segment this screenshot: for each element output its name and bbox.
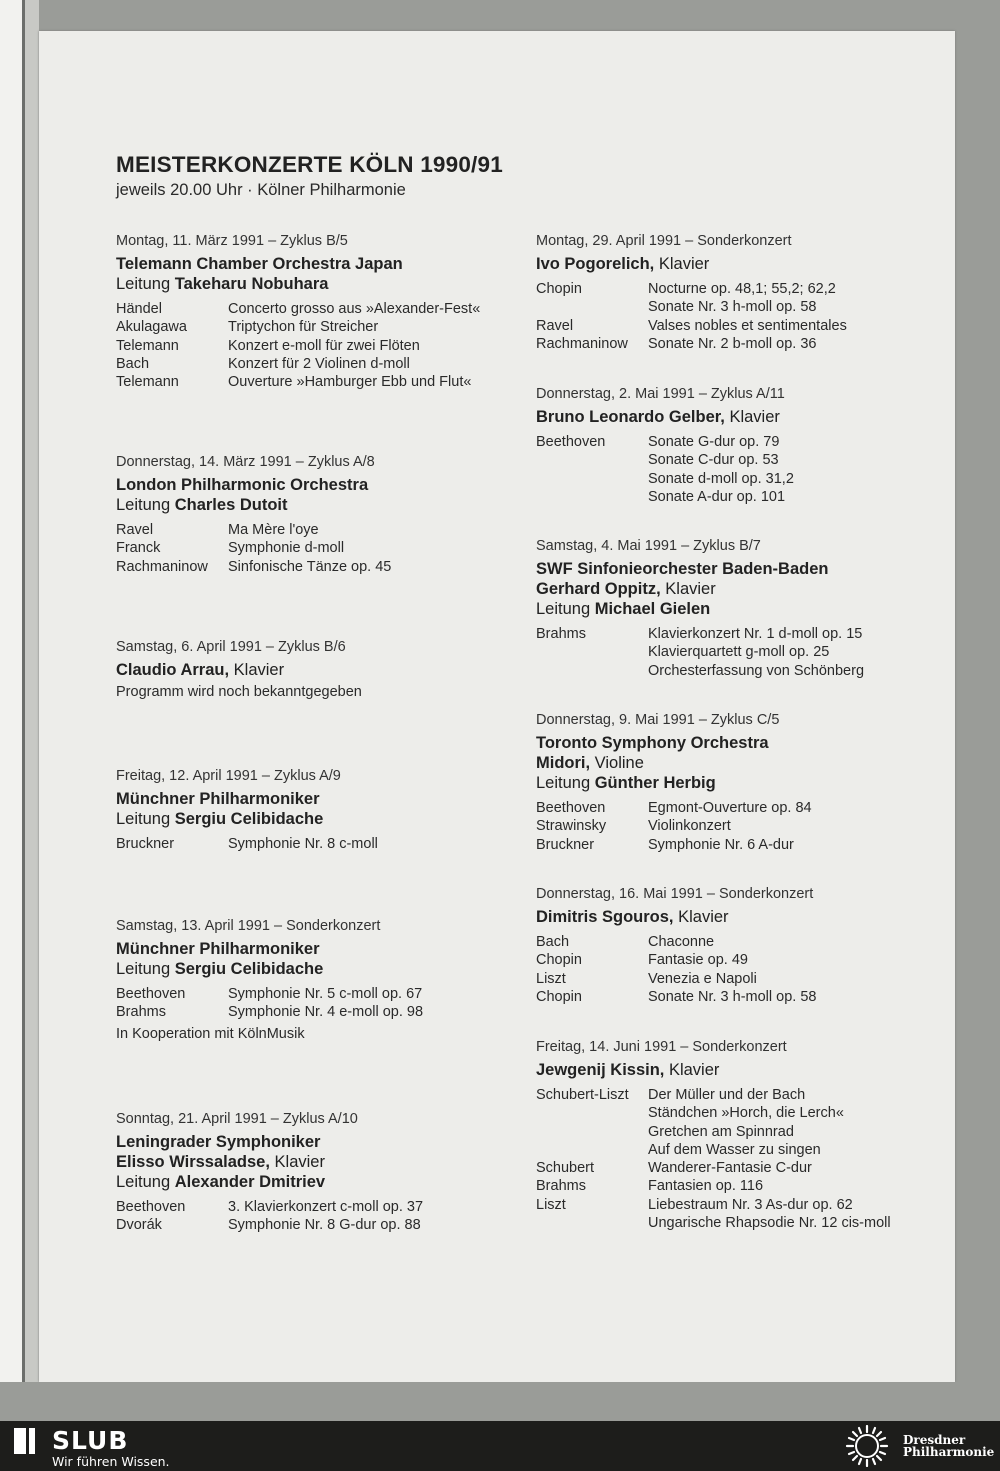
work-title: Violinkonzert (648, 818, 731, 835)
performer-line (536, 559, 966, 579)
concert-date: Montag, 11. März 1991 – Zyklus B/5 (116, 233, 348, 249)
composer-name: Bruckner (116, 836, 175, 852)
composer-name: Liszt (536, 1196, 566, 1213)
composer-name: Telemann (116, 337, 179, 354)
performer-name: Alexander Dmitriev (174, 1173, 326, 1191)
performer-instrument: Klavier (673, 908, 729, 926)
program-list (536, 280, 966, 353)
performer-name: Münchner Philharmoniker (116, 790, 320, 808)
work-title: 3. Klavierkonzert c-moll op. 37 (228, 1199, 424, 1215)
program-row (536, 951, 966, 969)
concert-entry (536, 233, 966, 353)
concert-date: Samstag, 13. April 1991 – Sonderkonzert (116, 918, 381, 934)
work-title: Klavierkonzert Nr. 1 d-moll op. 15 (648, 626, 863, 642)
performer-name: SWF Sinfonieorchester Baden-Baden (536, 560, 829, 578)
composer-name: Bach (116, 355, 150, 372)
composer-name: Händel (116, 301, 162, 317)
concert-entry (536, 538, 966, 680)
composer-name: Beethoven (116, 1199, 186, 1215)
concert-date: Donnerstag, 16. Mai 1991 – Sonderkonzert (536, 886, 814, 902)
composer-name: Telemann (116, 374, 179, 391)
work-title: Der Müller und der Bach (648, 1087, 806, 1103)
performer-name: Telemann Chamber Orchestra Japan (116, 255, 403, 273)
composer-name: Bruckner (536, 836, 595, 853)
program-row (536, 280, 966, 298)
program-row (536, 433, 966, 451)
concert-date: Samstag, 4. Mai 1991 – Zyklus B/7 (536, 538, 761, 554)
performer-name: Claudio Arrau, (116, 661, 230, 679)
footer-bar (0, 1421, 1000, 1471)
composer-name (536, 451, 648, 469)
performer-line (536, 254, 966, 274)
performer-line (536, 599, 966, 619)
work-title: Ouverture »Hamburger Ebb und Flut« (228, 374, 472, 391)
work-title: Wanderer-Fantasie C-dur (648, 1160, 812, 1177)
slub-tagline: Wir führen Wissen. (52, 1454, 170, 1469)
work-title: Sonate Nr. 3 h-moll op. 58 (648, 988, 817, 1005)
composer-name: Beethoven (536, 434, 606, 450)
composer-name (536, 643, 648, 661)
work-title: Orchesterfassung von Schönberg (648, 662, 865, 679)
performer-line (536, 733, 966, 753)
composer-name (536, 470, 648, 488)
performer-line (116, 959, 546, 979)
performer-line (116, 1132, 546, 1152)
program-row (536, 1177, 966, 1195)
performer-name: Midori, (536, 754, 591, 772)
performer-role: Leitung (116, 1173, 175, 1191)
performer-name: Ivo Pogorelich, (536, 255, 655, 273)
composer-name (536, 662, 648, 680)
performer-line (116, 1152, 546, 1172)
program-row (536, 1104, 966, 1122)
work-title: Sonate d-moll op. 31,2 (648, 470, 794, 487)
program-row (116, 835, 546, 853)
performer-role: Leitung (116, 275, 175, 293)
composer-name: Dvorák (116, 1217, 162, 1234)
program-row (116, 355, 546, 373)
program-page (39, 31, 955, 1382)
program-row (536, 1196, 966, 1214)
performer-instrument: Klavier (724, 408, 780, 426)
performer-line (116, 1172, 546, 1192)
program-list (116, 985, 546, 1022)
slub-name: SLUB (52, 1426, 129, 1455)
composer-name (536, 1214, 648, 1232)
composer-name (536, 488, 648, 506)
composer-name: Brahms (536, 1178, 586, 1195)
concert-date: Sonntag, 21. April 1991 – Zyklus A/10 (116, 1111, 358, 1127)
program-row (536, 451, 966, 469)
performer-line (116, 274, 546, 294)
work-title: Valses nobles et sentimentales (648, 317, 847, 334)
concert-date: Donnerstag, 14. März 1991 – Zyklus A/8 (116, 454, 375, 470)
performer-line (116, 475, 546, 495)
program-row (536, 1086, 966, 1104)
program-row (116, 318, 546, 336)
work-title: Symphonie Nr. 5 c-moll op. 67 (228, 986, 423, 1002)
work-title: Ungarische Rhapsodie Nr. 12 cis-moll (648, 1215, 891, 1232)
performer-role: Leitung (116, 496, 175, 514)
concert-entry (116, 768, 546, 853)
program-list (116, 521, 546, 576)
performer-instrument: Klavier (660, 580, 716, 598)
composer-name: Bach (536, 934, 570, 950)
performer-line (536, 907, 966, 927)
performer-line (116, 789, 546, 809)
program-row (536, 643, 966, 661)
composer-name (536, 1123, 648, 1141)
performer-line (116, 254, 546, 274)
concert-entry (116, 233, 546, 391)
work-title: Sonate G-dur op. 79 (648, 434, 780, 450)
work-title: Auf dem Wasser zu singen (648, 1141, 821, 1158)
program-list (116, 300, 546, 391)
performer-name: Charles Dutoit (174, 496, 288, 514)
work-title: Symphonie Nr. 4 e-moll op. 98 (228, 1004, 424, 1021)
composer-name: Ravel (116, 522, 154, 538)
concert-entry (536, 1039, 966, 1232)
composer-name: Brahms (536, 626, 586, 642)
composer-name: Beethoven (116, 986, 186, 1002)
work-title: Sonate A-dur op. 101 (648, 488, 786, 505)
concert-date: Donnerstag, 9. Mai 1991 – Zyklus C/5 (536, 712, 780, 728)
performer-line (536, 407, 966, 427)
performer-role: Leitung (116, 810, 175, 828)
performer-role: Leitung (536, 774, 595, 792)
composer-name: Strawinsky (536, 818, 607, 835)
program-list (116, 835, 546, 853)
program-row (116, 521, 546, 539)
work-title: Triptychon für Streicher (228, 319, 379, 336)
concert-entry (116, 918, 546, 1042)
program-row (116, 985, 546, 1003)
program-row (536, 317, 966, 335)
concert-entry (536, 886, 966, 1006)
composer-name: Chopin (536, 988, 582, 1005)
program-row (536, 933, 966, 951)
composer-name (536, 298, 648, 316)
composer-name: Franck (116, 540, 161, 557)
program-row (536, 988, 966, 1006)
program-row (116, 373, 546, 391)
program-list (536, 933, 966, 1006)
page-subtitle: jeweils 20.00 Uhr · Kölner Philharmonie (116, 181, 406, 199)
program-list (116, 1198, 546, 1235)
program-row (536, 625, 966, 643)
program-row (116, 558, 546, 576)
performer-line (536, 773, 966, 793)
concert-entry (536, 712, 966, 854)
work-title: Ma Mère l'oye (228, 522, 319, 538)
work-title: Chaconne (648, 934, 715, 950)
program-row (536, 298, 966, 316)
composer-name: Akulagawa (116, 319, 187, 336)
composer-name (536, 1104, 648, 1122)
program-row (536, 1141, 966, 1159)
performer-line (536, 1060, 966, 1080)
work-title: Konzert e-moll für zwei Flöten (228, 337, 420, 354)
performer-instrument: Klavier (654, 255, 710, 273)
work-title: Sonate Nr. 2 b-moll op. 36 (648, 335, 817, 352)
page-title: MEISTERKONZERTE KÖLN 1990/91 (116, 152, 503, 177)
performer-name: Bruno Leonardo Gelber, (536, 408, 725, 426)
concert-date: Donnerstag, 2. Mai 1991 – Zyklus A/11 (536, 386, 785, 402)
program-row (536, 970, 966, 988)
concert-entry (116, 1111, 546, 1235)
concert-entry (116, 639, 546, 700)
program-row (536, 488, 966, 506)
performer-name: Sergiu Celibidache (174, 960, 324, 978)
program-row (536, 470, 966, 488)
work-title: Klavierquartett g-moll op. 25 (648, 644, 830, 661)
concert-entry (116, 454, 546, 576)
work-title: Sonate Nr. 3 h-moll op. 58 (648, 299, 817, 316)
performer-instrument: Klavier (229, 661, 285, 679)
work-title: Venezia e Napoli (648, 970, 757, 987)
composer-name: Rachmaninow (536, 335, 628, 352)
performer-role: Leitung (116, 960, 175, 978)
program-row (536, 1123, 966, 1141)
composer-name: Ravel (536, 317, 574, 334)
work-title: Symphonie d-moll (228, 540, 345, 557)
composer-name: Chopin (536, 952, 582, 969)
program-row (536, 662, 966, 680)
program-row (536, 335, 966, 353)
philharmonie-line2: Philharmonie (903, 1445, 995, 1459)
philharmonie-wordmark (903, 1434, 994, 1458)
performer-instrument: Violine (590, 754, 644, 772)
performer-name: Elisso Wirssaladse, (116, 1153, 270, 1171)
concert-note: Programm wird noch bekanntgegeben (116, 684, 362, 700)
program-row (536, 817, 966, 835)
composer-name: Rachmaninow (116, 558, 208, 575)
concert-date: Montag, 29. April 1991 – Sonderkonzert (536, 233, 792, 249)
performer-name: Leningrader Symphoniker (116, 1133, 321, 1151)
concert-date: Freitag, 12. April 1991 – Zyklus A/9 (116, 768, 341, 784)
performer-role: Leitung (536, 600, 595, 618)
work-title: Konzert für 2 Violinen d-moll (228, 355, 410, 372)
program-list (536, 799, 966, 854)
program-row (116, 300, 546, 318)
work-title: Ständchen »Horch, die Lerch« (648, 1105, 844, 1122)
performer-name: Sergiu Celibidache (174, 810, 324, 828)
performer-name: Jewgenij Kissin, (536, 1061, 665, 1079)
page-header (116, 152, 503, 200)
program-row (536, 799, 966, 817)
performer-instrument: Klavier (269, 1153, 325, 1171)
work-title: Fantasie op. 49 (648, 952, 748, 969)
program-row (536, 836, 966, 854)
performer-line (536, 579, 966, 599)
composer-name: Brahms (116, 1004, 166, 1021)
performer-line (536, 753, 966, 773)
program-list (536, 625, 966, 680)
work-title: Symphonie Nr. 8 c-moll (228, 836, 378, 852)
scan-background (0, 1382, 1000, 1421)
philharmonie-line1: Dresdner (903, 1433, 966, 1447)
concert-date: Samstag, 6. April 1991 – Zyklus B/6 (116, 639, 346, 655)
scan-binding-edge (0, 0, 25, 1421)
performer-name: Dimitris Sgouros, (536, 908, 674, 926)
work-title: Symphonie Nr. 6 A-dur (648, 836, 794, 853)
program-list (536, 433, 966, 506)
concert-entry (536, 386, 966, 506)
slub-logo-icon (14, 1428, 42, 1454)
performer-name: Gerhard Oppitz, (536, 580, 661, 598)
program-row (116, 1216, 546, 1234)
program-row (536, 1159, 966, 1177)
work-title: Egmont-Ouverture op. 84 (648, 800, 812, 816)
performer-name: Toronto Symphony Orchestra (536, 734, 769, 752)
performer-name: Takeharu Nobuhara (174, 275, 329, 293)
philharmonie-logo-icon (842, 1425, 892, 1467)
performer-name: Michael Gielen (594, 600, 711, 618)
concert-note: In Kooperation mit KölnMusik (116, 1025, 305, 1042)
work-title: Symphonie Nr. 8 G-dur op. 88 (228, 1217, 421, 1234)
program-row (536, 1214, 966, 1232)
composer-name: Beethoven (536, 800, 606, 816)
performer-line (116, 660, 546, 680)
work-title: Fantasien op. 116 (648, 1178, 764, 1195)
scan-gutter (25, 0, 39, 1421)
concert-date: Freitag, 14. Juni 1991 – Sonderkonzert (536, 1039, 787, 1055)
performer-line (116, 939, 546, 959)
performer-name: Günther Herbig (594, 774, 716, 792)
composer-name: Schubert (536, 1160, 595, 1177)
composer-name: Liszt (536, 970, 566, 987)
composer-name: Schubert-Liszt (536, 1087, 629, 1103)
program-list (536, 1086, 966, 1232)
composer-name: Chopin (536, 281, 582, 297)
work-title: Sinfonische Tänze op. 45 (228, 558, 392, 575)
work-title: Sonate C-dur op. 53 (648, 452, 779, 469)
work-title: Liebestraum Nr. 3 As-dur op. 62 (648, 1196, 853, 1213)
performer-instrument: Klavier (664, 1061, 720, 1079)
performer-name: Münchner Philharmoniker (116, 940, 320, 958)
program-row (116, 337, 546, 355)
performer-line (116, 495, 546, 515)
work-title: Gretchen am Spinnrad (648, 1123, 794, 1140)
performer-name: London Philharmonic Orchestra (116, 476, 369, 494)
composer-name (536, 1141, 648, 1159)
work-title: Concerto grosso aus »Alexander-Fest« (228, 301, 481, 317)
program-row (116, 1198, 546, 1216)
performer-line (116, 809, 546, 829)
work-title: Nocturne op. 48,1; 55,2; 62,2 (648, 281, 836, 297)
program-row (116, 539, 546, 557)
program-row (116, 1003, 546, 1021)
